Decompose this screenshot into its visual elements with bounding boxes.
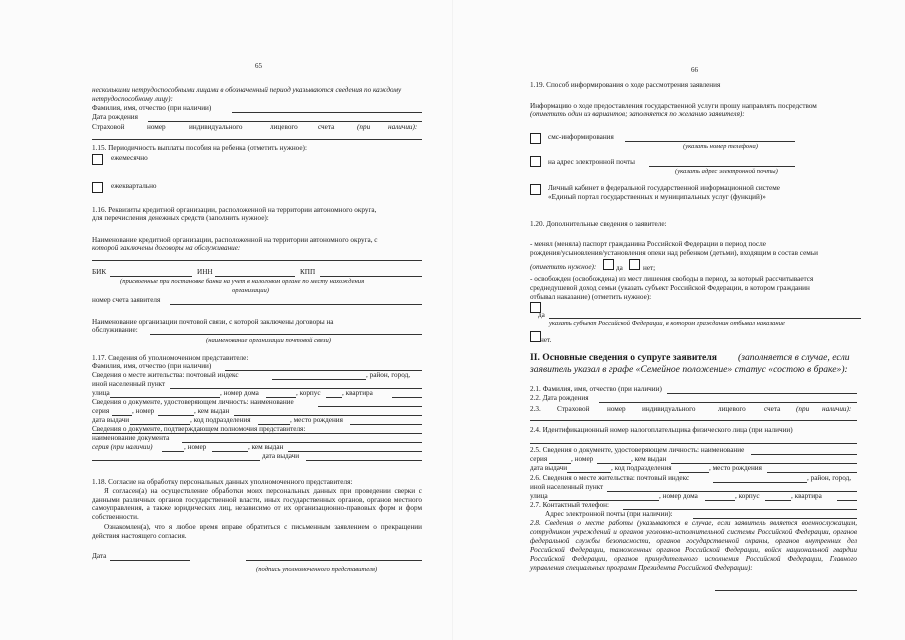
page-number: 65 (255, 62, 262, 70)
section-1-18: 1.18. Согласие на обработку персональных данных уполномоченного представителя: (92, 478, 353, 486)
rep-korpus-field[interactable] (326, 397, 342, 398)
spouse-zip-field[interactable] (713, 482, 807, 483)
email-label: на адрес электронной почты (548, 158, 635, 166)
passport-no-checkbox[interactable] (629, 259, 640, 270)
page-65: 65 несколькими нетрудоспособными лицами в обозначенный период указываются сведения по каждому нетрудоспособному лицу): Фамилия, имя, отчество (при наличии) Дата рождения Страховой номер индивидуального лицевого счета (при наличии): 1.15. Периодичность выплаты пособия на ребенка (отметить нужное): ежемесячно ежеквартально 1.16. Реквизиты кредитной организации, расположенной на территории автономного округа, для перечисления денежных средств (заполнить нужное): Наименование кредитной организации, расположенной на территории автономного округа, с которой заключены договоры на обслуживание: БИК ИНН КПП (присвоенные при постановке банка на учет в налоговом органе по месту нахождения организации) номер счета заявителя Наименование организации почтовой связи, с которой заключены договоры на обслуживание: (наименование организации почтовой связи) 1.17. Сведения об уполномоченном представителе: Фамилия, имя, отчество (при наличии) Сведения о месте жительства: почтовый индекс , район, город, иной населенный пункт улица , номер дома , корпус , квартира Сведения о документе, удостоверяющем личность: наименование серия , номер , кем выдан дата выдачи , код подразделения , место рождения Сведения о документе, подтверждающем полномочия представителя: наименование документа серия (при наличии) , номер , кем выдан дата выдачи 1.18. Согласие на обработку персональных данных уполномоченного представителя: Я согласен(а) на осуществление обработки моих персональных данных при проведении сверки с данными различных органов государственной власти, иных государственных органов, органов местного самоуправления, а также юридических лиц, независимо от их организационно-правовых форм и форм собственности. Ознакомлен(а), что я любое время вправе обратиться с письменным заявлением о прекращении действия настоящего согласия. Дата (подпись уполномоченного представителя) (0, 0, 452, 640)
date-label: Дата (92, 552, 107, 560)
rep-doc-series-field[interactable] (162, 451, 184, 452)
rep-doc-name-field[interactable] (182, 442, 422, 443)
inn-field[interactable] (215, 276, 295, 277)
info-label-b: (отметить один из вариантов; заполняется по желанию заявителя): (530, 110, 745, 118)
bank-note-b: организации) (232, 287, 269, 294)
passport-yes-checkbox[interactable] (603, 259, 614, 270)
spouse-birthplace-field[interactable] (767, 472, 857, 473)
inn-label: ИНН (197, 268, 213, 276)
rep-doc-number-field[interactable] (212, 451, 248, 452)
sms-field[interactable] (625, 141, 795, 142)
account-field[interactable] (170, 304, 422, 305)
sms-label: смс-информирования (548, 133, 614, 141)
page-66: 66 1.19. Способ информирования о ходе рассмотрения заявления Информацию о ходе предоставления государственной услуги прошу направлять посредством (отметить один из вариантов; заполняется по желанию заявителя): смс-информирования (указать номер телефона) на адрес электронной почты (указать адрес электронной почты) Личный кабинет в федеральной государственной информационной системе «Единый портал государственных и муниципальных услуг (функций)» 1.20. Дополнительные сведения о заявителе: - менял (меняла) паспорт гражданина Российской Федерации в период после рождения/усыновления/установления опеки над ребенком (детьми), входящим в состав семьи (отметить нужное): да нет; - освобожден (освобождена) из мест лишения свободы в период, за который рассчитывается среднедушевой доход семьи (указать субъект Российской Федерации, в котором гражданин отбывал наказание) (отметить нужное): да указать субъект Российской Федерации, в котором гражданин отбывал наказание нет. II. Основные сведения о супруге заявителя (заполняется в случае, если заявитель указал в графе «Семейное положение» статус «состою в браке»): 2.1. Фамилия, имя, отчество (при наличии) 2.2. Дата рождения 2.3. Страховой номер индивидуального лицевого счета (при наличии): 2.4. Идентификационный номер налогоплательщика физического лица (при наличии) 2.5. Сведения о документе, удостоверяющем личность: наименование серия , номер , кем выдан дата выдачи , код подразделения , место рождения 2.6. Сведения о месте жительства: почтовый индекс , район, город, иной населенный пункт улица , номер дома , корпус , квартира 2.7. Контактный телефон: Адрес электронной почты (при наличии): 2.8. Сведения о месте работы (указываются в случае, если заявитель является военнослужащим, сотрудником учреждений и органов уголовно-исполнительной системы Российской Федерации, органов федеральной службы безопасности, органов государственной охраны, органов внутренних дел Российской Федерации, таможенных органов Российской Федерации, войск национальной гвардии Российской Федерации, органов принудительного исполнения Российской Федерации, Главного управления специальных программ Президента Российской Федерации): (453, 0, 905, 640)
email-checkbox[interactable] (530, 156, 541, 167)
sms-note: (указать номер телефона) (683, 143, 758, 150)
fio-line[interactable] (232, 112, 422, 113)
spouse-inn-field[interactable] (530, 443, 857, 444)
birth-label: Дата рождения (92, 113, 138, 121)
birth-line[interactable] (148, 121, 422, 122)
date-field[interactable] (110, 560, 190, 561)
post-field[interactable] (150, 334, 422, 335)
cabinet-label: Личный кабинет в федеральной государственной информационной системе (548, 184, 780, 192)
rep-number-field[interactable] (158, 415, 194, 416)
freed-subject-field[interactable] (549, 318, 861, 319)
cabinet-checkbox[interactable] (530, 184, 541, 195)
post-label-b: обслуживание: (92, 326, 138, 334)
section-2-8: 2.8. Сведения о месте работы (указываются в случае, если заявитель является военнослужащим, сотрудником учреждений и органов уголовно-исполнительной системы Российской Федерации, органов федеральной службы безопасности, органов государственной охраны, органов внутренних дел Российской Федерации, таможенных органов Российской Федерации, войск национальной гвардии Российской Федерации, органов принудительного исполнения Российской Федерации, Главного управления специальных программ Президента Российской Федерации): (530, 519, 857, 572)
spouse-work-field[interactable] (715, 590, 857, 591)
bank-name-label: Наименование кредитной организации, расположенной на территории автономного округа, с (92, 236, 378, 244)
bik-label: БИК (92, 268, 107, 276)
monthly-checkbox[interactable] (92, 154, 103, 165)
kpp-label: КПП (300, 268, 316, 276)
info-label: Информацию о ходе предоставления государственной услуги прошу направлять посредством (530, 102, 817, 110)
rep-doc-issued-field-2[interactable] (92, 460, 260, 461)
snils-line[interactable] (92, 139, 422, 140)
spouse-birth-field[interactable] (599, 402, 857, 403)
bank-name-line[interactable] (92, 260, 422, 261)
email-field[interactable] (649, 166, 795, 167)
spouse-issue-date-field[interactable] (567, 472, 611, 473)
quarterly-label: ежеквартально (111, 182, 157, 190)
rep-fio-label: Фамилия, имя, отчество (при наличии) (92, 362, 212, 370)
rep-birthplace-field[interactable] (350, 424, 422, 425)
section-2-title: II. Основные сведения о супруге заявителя (530, 352, 717, 363)
signature-caption: (подпись уполномоченного представителя) (256, 566, 378, 573)
bank-name-label-b: которой заключены договоры на обслуживание: (92, 244, 241, 252)
rep-id-doc-field[interactable] (318, 406, 422, 407)
post-note: (наименование организации почтовой связи) (206, 337, 331, 344)
section-1-15: 1.15. Периодичность выплаты пособия на ребенка (отметить нужное): (92, 144, 307, 152)
account-label: номер счета заявителя (92, 296, 161, 304)
spouse-fio-field[interactable] (667, 393, 857, 394)
rep-doc-date-field[interactable] (306, 460, 422, 461)
rep-apt-field[interactable] (392, 397, 422, 398)
spouse-snils-field[interactable] (530, 420, 857, 421)
spouse-dept-field[interactable] (679, 472, 709, 473)
page-number: 66 (691, 66, 698, 74)
monthly-label: ежемесячно (111, 154, 148, 162)
section-1-19: 1.19. Способ информирования о ходе рассмотрения заявления (530, 81, 721, 89)
spouse-apt-field[interactable] (837, 500, 857, 501)
spouse-id-doc-field[interactable] (751, 454, 857, 455)
rep-addr-label: Сведения о месте жительства: почтовый индекс (92, 371, 239, 379)
spouse-house-field[interactable] (705, 500, 735, 501)
cabinet-label-b: «Единый портал государственных и муниципальных услуг (функций)» (548, 193, 766, 201)
rep-zip-field[interactable] (272, 379, 366, 380)
post-label: Наименование организации почтовой связи, с которой заключены договоры на (92, 318, 334, 326)
consent-revoke: Ознакомлен(а), что я любое время вправе обратиться с письменным заявлением о прекращении действия настоящего согласия. (92, 523, 422, 540)
spouse-korpus-field[interactable] (765, 500, 791, 501)
fio-label: Фамилия, имя, отчество (при наличии) (92, 104, 212, 112)
bik-field[interactable] (110, 276, 192, 277)
intro-text: несколькими нетрудоспособными лицами в обозначенный период указываются сведения по каждому нетрудоспособному лицу): (92, 86, 402, 103)
section-1-16-b: для перечисления денежных средств (заполнить нужное): (92, 214, 269, 222)
kpp-field[interactable] (320, 276, 422, 277)
bank-note: (присвоенные при постановке банка на учет в налоговом органе по месту нахождения (120, 278, 365, 285)
freed-subject-note: указать субъект Российской Федерации, в котором гражданин отбывал наказание (549, 320, 785, 327)
section-1-17: 1.17. Сведения об уполномоченном представителе: (92, 354, 249, 362)
sms-checkbox[interactable] (530, 133, 541, 144)
section-1-20: 1.20. Дополнительные сведения о заявителе: (530, 220, 667, 228)
signature-field[interactable] (246, 560, 422, 561)
quarterly-checkbox[interactable] (92, 182, 103, 193)
spouse-issued-field[interactable] (671, 463, 857, 464)
consent-text: Я согласен(а) на осуществление обработки моих персональных данных при проведении сверки с данными различных органов государственной власти, иных государственных органов, органов местного самоуправления, а также юридических лиц, независимо от их организационно-правовых форм и форм собственности. (92, 487, 422, 521)
section-1-16: 1.16. Реквизиты кредитной организации, расположенной на территории автономного округа, (92, 206, 377, 214)
email-note: (указать адрес электронной почты) (675, 168, 778, 175)
rep-doc-issued-field[interactable] (288, 451, 422, 452)
